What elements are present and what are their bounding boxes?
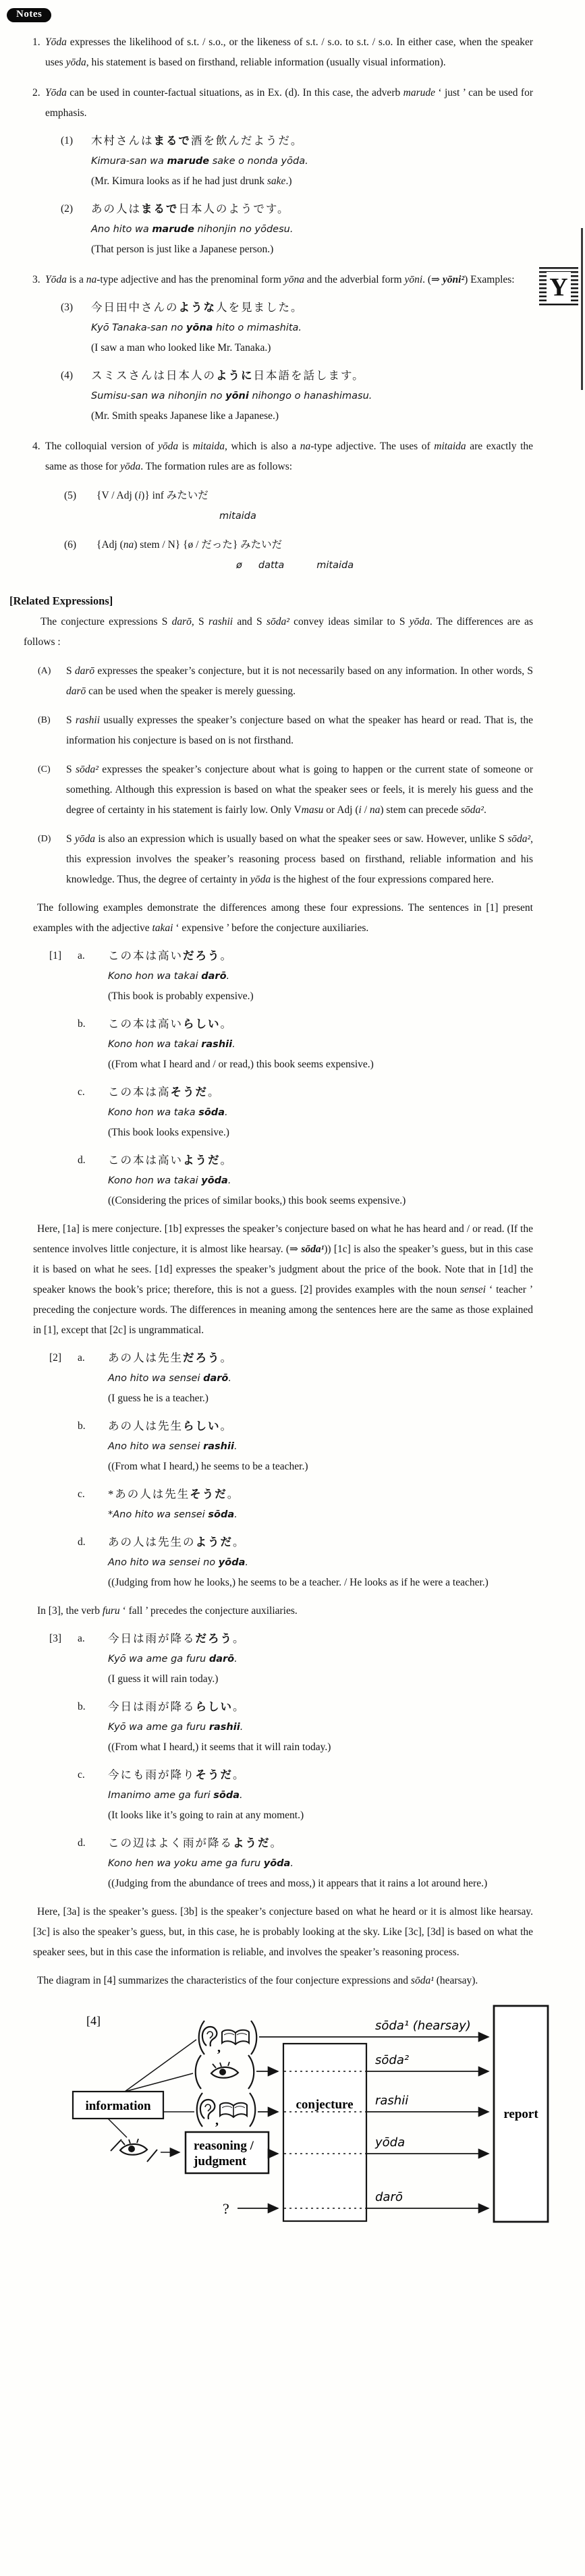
english-translation: (That person is just like a Japanese person.) xyxy=(91,244,274,255)
english-translation: ((From what I heard and / or read,) this book seems expensive.) xyxy=(108,1059,374,1070)
english-translation: ((Judging from how he looks,) he seems to be a teacher. / He looks as if he were a teacher.) xyxy=(108,1577,489,1588)
comparison-item-B xyxy=(0,710,533,751)
comparison-item-D xyxy=(0,829,533,890)
note-text: The colloquial version of yōda is mitaida, which is also a na-type adjective. The uses of mitaida are exactly the same as those for yōda. The formation rules are as follows: xyxy=(45,441,533,472)
english-translation: (This book looks expensive.) xyxy=(108,1127,229,1138)
formation-formula: {V / Adj (i)} inf みたいだ xyxy=(96,490,208,501)
set-number: [1] xyxy=(49,950,62,961)
example-number: (4) xyxy=(61,370,74,381)
japanese-sentence: あの人は先生のようだ。 xyxy=(108,1536,246,1548)
paren-right-icon xyxy=(250,2093,255,2127)
japanese-sentence: 木村さんはまるで酒を飲んだようだ。 xyxy=(91,134,304,147)
connector-line xyxy=(108,2119,127,2137)
formation-rule-5 xyxy=(64,486,585,526)
example-set3-d xyxy=(49,1833,585,1894)
formation-romaji: ø xyxy=(236,560,242,571)
paragraph: In [3], the verb furu ‘ fall ’ precedes the conjecture auxiliaries. xyxy=(37,1605,298,1617)
comparison-item-C xyxy=(0,760,533,820)
example-2 xyxy=(61,199,585,260)
paren-left-icon xyxy=(196,2055,201,2089)
letter: b. xyxy=(78,1701,86,1712)
romaji-sentence: Kono hen wa yoku ame ga furu yōda. xyxy=(108,1858,294,1869)
letter: b. xyxy=(78,1420,86,1432)
romaji-sentence: Kono hon wa taka sōda. xyxy=(108,1107,228,1118)
japanese-sentence: この本は高いらしい。 xyxy=(108,1017,233,1030)
letter: c. xyxy=(78,1488,85,1500)
eye-icon xyxy=(120,2139,147,2155)
romaji-sentence: Kono hon wa takai rashii. xyxy=(108,1039,235,1050)
ear-book-icon xyxy=(199,2021,257,2055)
connector-line xyxy=(125,2073,193,2092)
example-1 xyxy=(61,131,585,192)
information-box-label: information xyxy=(85,2099,151,2113)
letter: b. xyxy=(78,1018,86,1030)
letter: d. xyxy=(78,1837,86,1849)
note-number: 3. xyxy=(32,274,40,285)
svg-text:,: , xyxy=(217,2040,221,2055)
example-4 xyxy=(61,366,585,426)
example-set3-c xyxy=(49,1765,585,1826)
example-set1-b xyxy=(49,1014,585,1075)
row-label-daro: darō xyxy=(375,2190,403,2204)
note-1 xyxy=(0,32,533,73)
diagram-label: [4] xyxy=(86,2014,101,2027)
item-text: S sōda² expresses the speaker’s conjecture about what is going to happen or the current state of someone or something. Although this expression is based on what the speaker sees or feels, it is merely his guess and the degree of certainty in his statement is fairly low. Only Vmasu or Adj (i / na) stem can precede sōda². xyxy=(66,764,533,816)
english-translation: (I guess it will rain today.) xyxy=(108,1673,219,1685)
english-translation: ((Considering the prices of similar books,) this book seems expensive.) xyxy=(108,1195,406,1206)
example-number: (1) xyxy=(61,135,74,146)
related-expressions-header: [Related Expressions] xyxy=(9,594,113,607)
reasoning-box-line2: judgment xyxy=(194,2154,247,2168)
eye-paren-icon xyxy=(196,2055,254,2089)
note-number: 1. xyxy=(32,36,40,48)
row-label-rashii: rashii xyxy=(375,2094,409,2108)
example-set2-a xyxy=(49,1348,585,1409)
question-mark: ? xyxy=(223,2200,229,2217)
book-icon xyxy=(220,2103,247,2117)
book-icon xyxy=(222,2030,249,2044)
letter: c. xyxy=(78,1086,85,1098)
note-2 xyxy=(0,83,533,123)
notes-badge: Notes xyxy=(7,8,51,22)
romaji-sentence: Ano hito wa marude nihonjin no yōdesu. xyxy=(91,224,294,235)
japanese-sentence: 今日は雨が降るだろう。 xyxy=(108,1632,246,1645)
japanese-sentence: この辺はよく雨が降るようだ。 xyxy=(108,1837,283,1849)
example-set2-b xyxy=(49,1416,585,1477)
japanese-sentence: あの人はまるで日本人のようです。 xyxy=(91,202,290,215)
paragraph: The diagram in [4] summarizes the characteristics of the four conjecture expressions and sōda¹ (hearsay). xyxy=(37,1975,478,1986)
paren-right-icon xyxy=(248,2055,254,2089)
set-number: [3] xyxy=(49,1633,62,1644)
svg-text:,: , xyxy=(215,2113,219,2128)
eye-slash-icon xyxy=(111,2139,157,2162)
example-3 xyxy=(61,298,585,358)
note-text: Yōda can be used in counter-factual situations, as in Ex. (d). In this case, the adverb marude ‘ just ’ can be used for emphasis. xyxy=(45,87,533,119)
english-translation: (It looks like it’s going to rain at any moment.) xyxy=(108,1810,304,1821)
romaji-sentence: Ano hito wa sensei no yōda. xyxy=(108,1557,248,1568)
english-translation: (I saw a man who looked like Mr. Tanaka.) xyxy=(91,342,271,354)
thumb-index-letter: Y xyxy=(547,272,571,302)
item-label: (D) xyxy=(38,834,51,844)
conjecture-box-label: conjecture xyxy=(296,2098,354,2112)
japanese-sentence: この本は高いだろう。 xyxy=(108,949,233,962)
japanese-sentence: あの人は先生らしい。 xyxy=(108,1420,233,1432)
ear-icon xyxy=(202,2027,217,2046)
formation-rule-6 xyxy=(64,535,585,576)
formation-romaji: datta xyxy=(258,560,285,571)
romaji-sentence: Ano hito wa sensei darō. xyxy=(108,1373,231,1384)
letter: a. xyxy=(78,1352,85,1364)
english-translation: ((From what I heard,) he seems to be a teacher.) xyxy=(108,1461,308,1472)
letter: d. xyxy=(78,1536,86,1548)
note-3 xyxy=(0,270,533,290)
set-number: [2] xyxy=(49,1352,62,1364)
romaji-sentence: Ano hito wa sensei rashii. xyxy=(108,1441,238,1452)
ear-book-icon xyxy=(197,2093,256,2128)
reasoning-box-line1: reasoning / xyxy=(194,2139,254,2153)
conjecture-box xyxy=(283,2044,366,2221)
letter: c. xyxy=(78,1769,85,1781)
english-translation: ((Judging from the abundance of trees and moss,) it appears that it rains a lot around here.) xyxy=(108,1878,488,1889)
romaji-sentence: Kyō wa ame ga furu darō. xyxy=(108,1654,238,1664)
letter: a. xyxy=(78,950,85,961)
example-set3-b xyxy=(49,1697,585,1758)
letter: a. xyxy=(78,1633,85,1644)
item-text: S yōda is also an expression which is usually based on what the speaker sees or saw. However, unlike S sōda², this expression involves the speaker’s reasoning process based on firsthand, reliable information and his knowledge. Thus, the degree of certainty in yōda is the highest of the four expressions compared here. xyxy=(66,833,533,885)
romaji-sentence: Sumisu-san wa nihonjin no yōni nihongo o hanashimasu. xyxy=(91,391,372,401)
paragraph: Here, [3a] is the speaker’s guess. [3b] is the speaker’s conjecture based on what he heard or it is almost like hearsay. [3c] is also the speaker’s guess, but, in this case, he is probably looking at the sky. Like [3c], [3d] is based on what the speaker sees, but in this case the information is reliable, and involves the speaker’s reasoning process. xyxy=(33,1906,533,1958)
letter: d. xyxy=(78,1154,86,1166)
conjecture-diagram xyxy=(0,1998,585,2234)
romaji-sentence: Kono hon wa takai yōda. xyxy=(108,1175,231,1186)
page-edge-line xyxy=(581,228,583,390)
example-set1-d xyxy=(49,1150,585,1211)
item-label: (C) xyxy=(38,764,51,775)
example-set2-c xyxy=(49,1484,585,1525)
romaji-sentence: Imanimo ame ga furi sōda. xyxy=(108,1790,243,1801)
formation-romaji: mitaida xyxy=(316,560,354,571)
item-text: S darō expresses the speaker’s conjecture, but it is not necessarily based on any information. In other words, S darō can be used when the speaker is merely guessing. xyxy=(66,665,533,697)
japanese-sentence: スミスさんは日本人のように日本語を話します。 xyxy=(91,369,365,382)
note-number: 4. xyxy=(32,441,40,452)
report-box-label: report xyxy=(503,2107,538,2121)
thumb-index-tab xyxy=(539,267,578,307)
paragraph: Here, [1a] is mere conjecture. [1b] expresses the speaker’s conjecture based on what he has heard and / or read. (If the sentence involves little conjecture, it is almost like hearsay. (⇒ sōda¹)) [1c] is also the speaker’s guess, but in this case it is based on what he sees. [1d] expresses the speaker’s judgment about the price of the book. Note that in [1d] the speaker knows the book’s price; therefore, this is not a guess. [2] provides examples with the noun sensei ‘ teacher ’ preceding the conjecture words. The differences in meaning among the sentences here are the same as those explained in [1], except that [2c] is ungrammatical. xyxy=(33,1223,534,1336)
example-set2-d xyxy=(49,1532,585,1593)
english-translation: ((From what I heard,) it seems that it will rain today.) xyxy=(108,1741,331,1753)
english-translation: (I guess he is a teacher.) xyxy=(108,1393,208,1404)
english-translation: (Mr. Smith speaks Japanese like a Japanese.) xyxy=(91,410,279,422)
note-4 xyxy=(0,437,533,477)
japanese-sentence: 今にも雨が降りそうだ。 xyxy=(108,1768,246,1781)
english-translation: (This book is probably expensive.) xyxy=(108,990,254,1002)
japanese-sentence: この本は高いようだ。 xyxy=(108,1154,233,1167)
row-label-soda1: sōda¹ (hearsay) xyxy=(375,2019,471,2033)
example-number: (3) xyxy=(61,302,74,313)
paren-right-icon xyxy=(251,2021,256,2054)
item-label: (A) xyxy=(38,666,51,676)
formation-number: (6) xyxy=(64,539,77,551)
paren-left-icon xyxy=(199,2021,204,2054)
romaji-sentence: Kono hon wa takai darō. xyxy=(108,971,230,982)
comparison-item-A xyxy=(0,661,533,702)
formation-romaji: mitaida xyxy=(219,511,256,522)
paragraph: The following examples demonstrate the differences among these four expressions. The sentences in [1] present examples with the adjective takai ‘ expensive ’ before the conjecture auxiliaries. xyxy=(33,902,533,934)
related-expressions-intro: The conjecture expressions S darō, S rashii and S sōda² convey ideas similar to S yōda. The differences are as follows : xyxy=(24,616,533,648)
japanese-sentence: 今日田中さんのような人を見ました。 xyxy=(91,301,304,314)
romaji-sentence: Kyō wa ame ga furu rashii. xyxy=(108,1722,244,1733)
romaji-sentence: *Ano hito wa sensei sōda. xyxy=(108,1509,238,1520)
row-label-soda2: sōda² xyxy=(375,2053,410,2067)
formation-formula: {Adj (na) stem / N} {ø / だった} みたいだ xyxy=(96,539,283,551)
example-set1-a xyxy=(49,946,585,1007)
row-label-yoda: yōda xyxy=(375,2135,406,2150)
japanese-sentence: この本は高そうだ。 xyxy=(108,1086,221,1098)
japanese-sentence: *あの人は先生そうだ。 xyxy=(108,1488,240,1501)
item-label: (B) xyxy=(38,715,51,725)
item-text: S rashii usually expresses the speaker’s conjecture based on what the speaker has heard or read. That is, the information his conjecture is based on is not firsthand. xyxy=(66,715,533,746)
example-number: (2) xyxy=(61,203,74,215)
example-set1-c xyxy=(49,1082,585,1143)
japanese-sentence: 今日は雨が降るらしい。 xyxy=(108,1700,246,1713)
romaji-sentence: Kyō Tanaka-san no yōna hito o mimashita. xyxy=(91,323,302,333)
formation-number: (5) xyxy=(64,490,77,501)
english-translation: (Mr. Kimura looks as if he had just drunk sake.) xyxy=(91,175,292,187)
romaji-sentence: Kimura-san wa marude sake o nonda yōda. xyxy=(91,156,308,167)
ear-icon xyxy=(200,2100,215,2119)
connector-line xyxy=(125,2040,196,2092)
note-number: 2. xyxy=(32,87,40,99)
note-text: Yōda expresses the likelihood of s.t. / s.o., or the likeness of s.t. / s.o. to s.t. / s.o. In either case, when the speaker uses yōda, his statement is based on firsthand, reliable information (usually visual information). xyxy=(45,36,533,68)
example-set3-a xyxy=(49,1629,585,1689)
japanese-sentence: あの人は先生だろう。 xyxy=(108,1351,233,1364)
note-text: Yōda is a na-type adjective and has the prenominal form yōna and the adverbial form yōni. (⇒ yōni²) Examples: xyxy=(45,274,515,285)
eye-icon xyxy=(211,2062,238,2078)
